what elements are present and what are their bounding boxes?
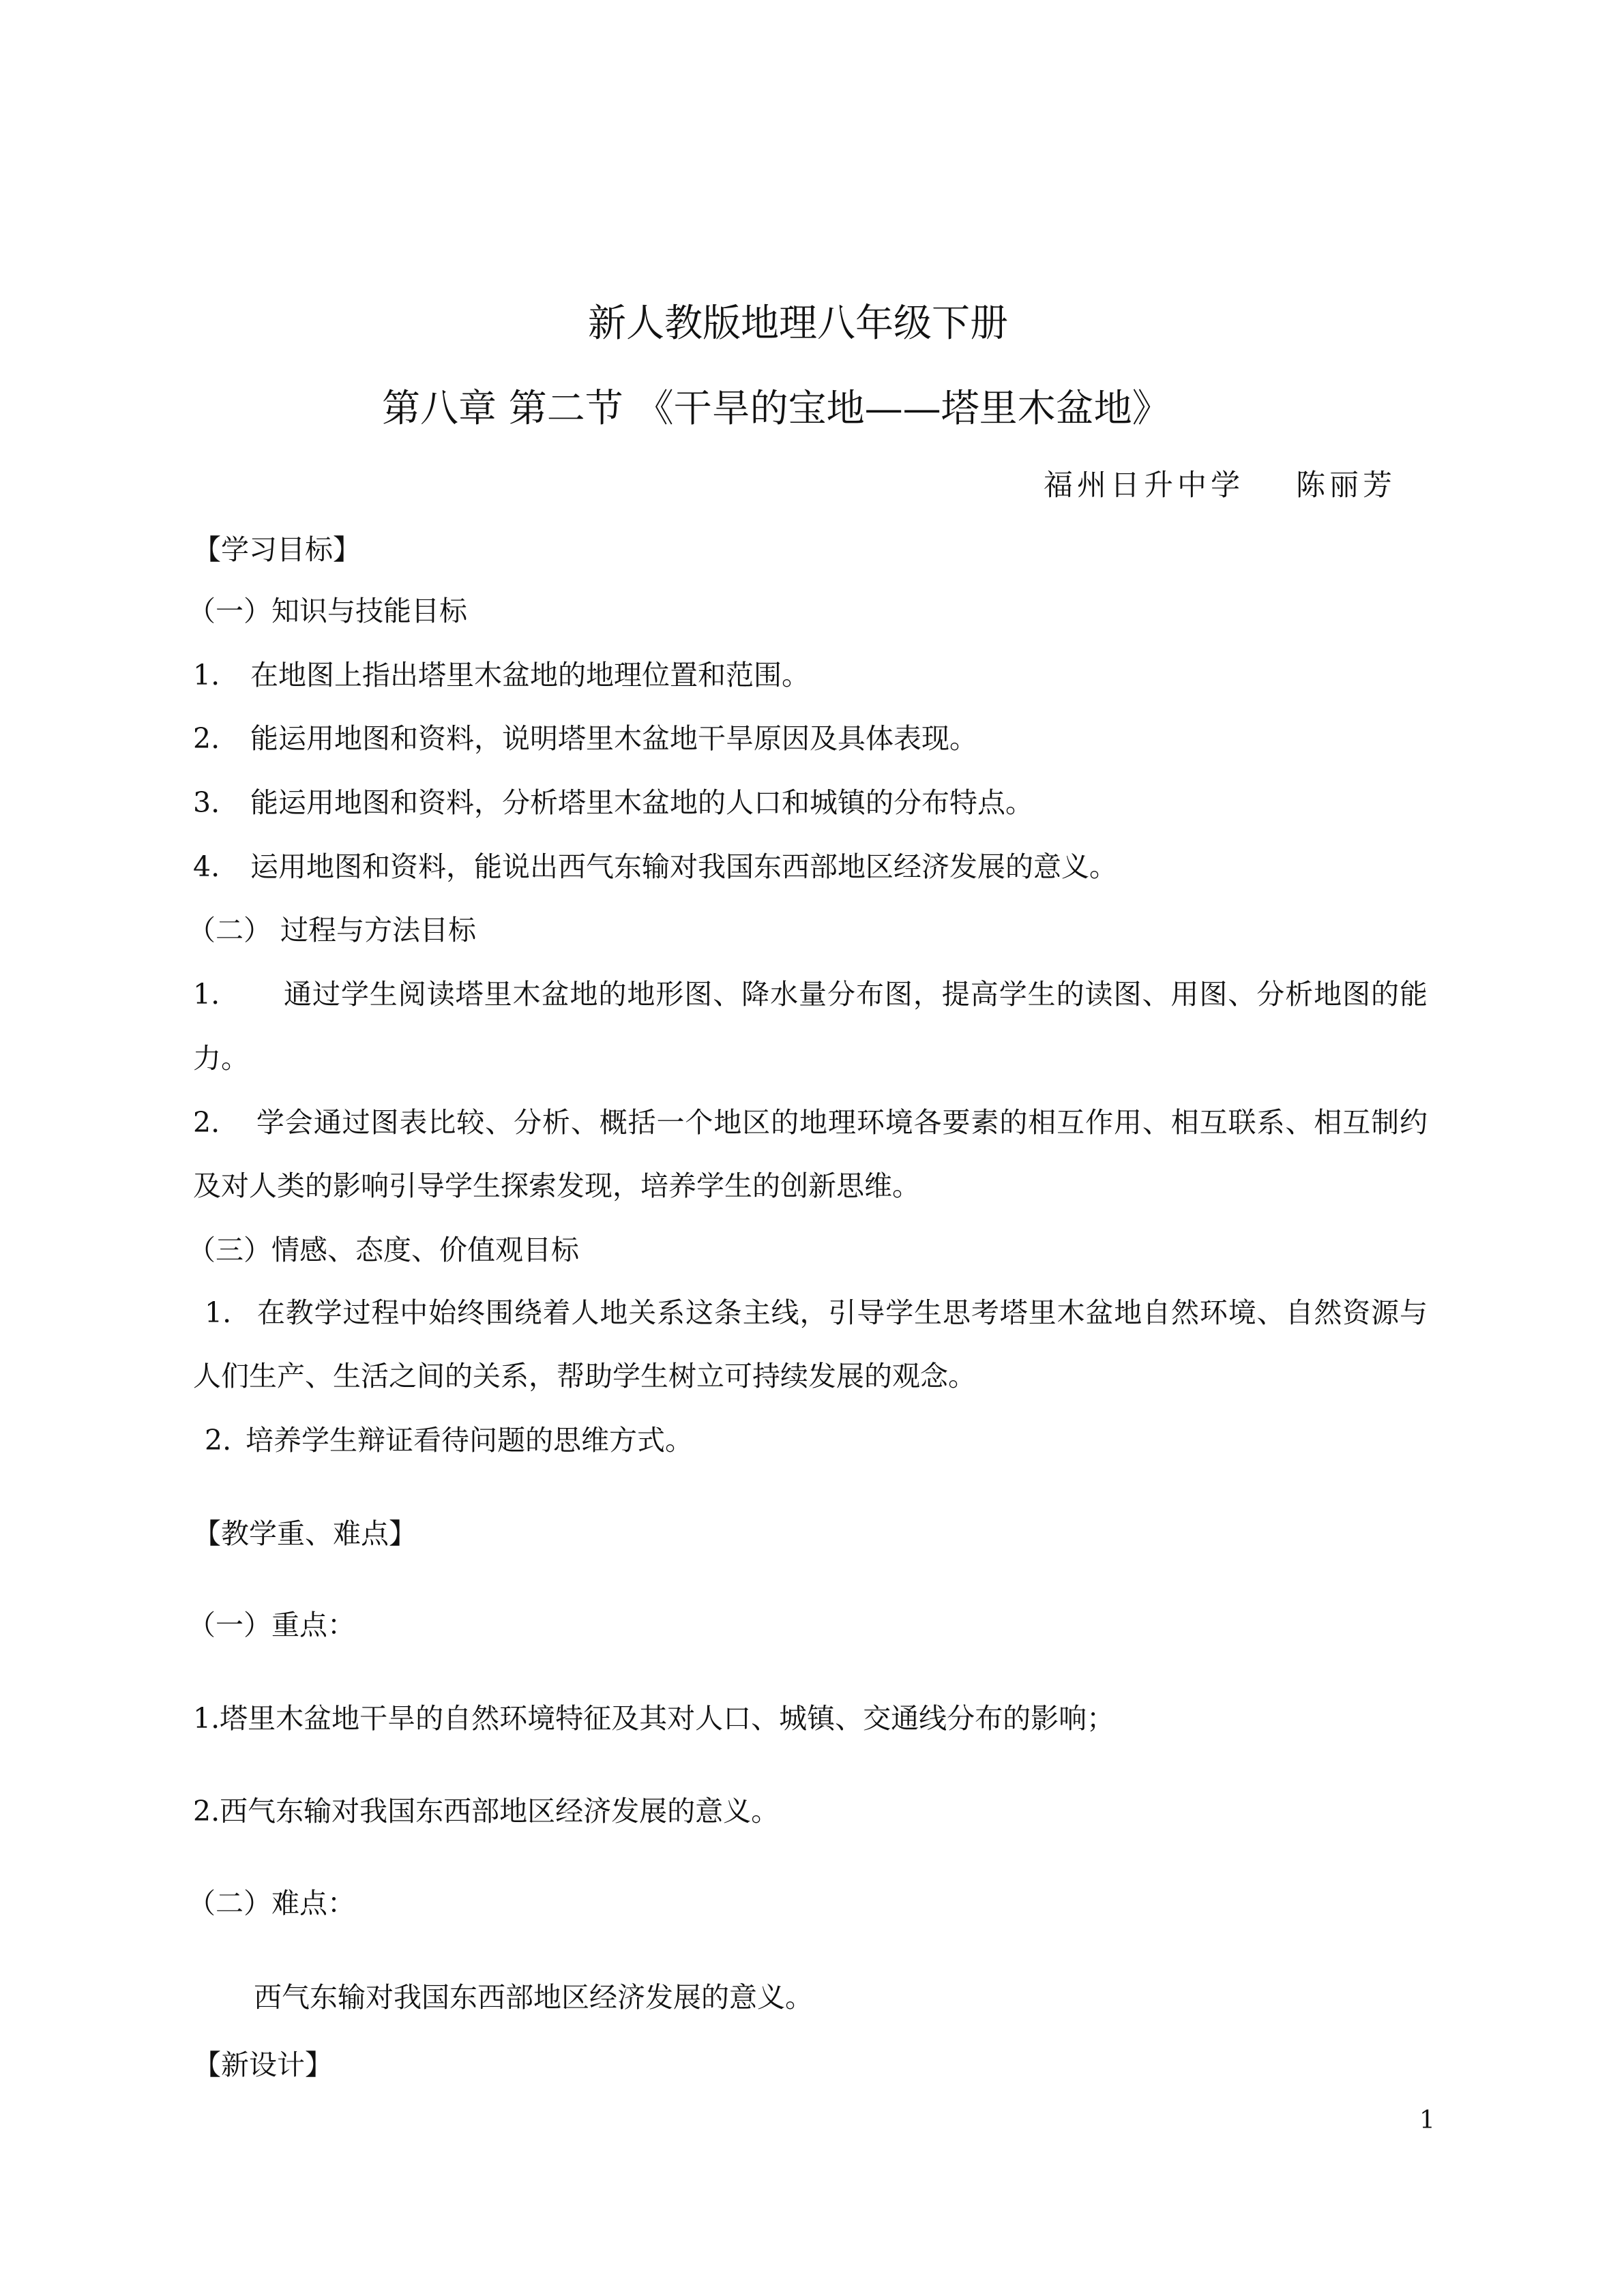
author-line [1044,466,1396,505]
process-item-continued: 及对人类的影响引导学生探索发现，培养学生的创新思维。 [193,1169,920,1202]
process-item-continued: 力。 [193,1042,249,1075]
author-school: 福州日升中学 [1044,468,1244,503]
page-number: 1 [1419,2106,1435,2134]
difficulty-item: 西气东输对我国东西部地区经济发展的意义。 [254,1981,813,2014]
document-title: 新人教版地理八年级下册 [588,301,1008,346]
author-name: 陈丽芳 [1296,468,1396,503]
emotion-heading: （三）情感、态度、价值观目标 [188,1234,579,1266]
knowledge-item: 4. 运用地图和资料，能说出西气东输对我国东西部地区经济发展的意义。 [193,850,1117,883]
emotion-item: 2. 培养学生辩证看待问题的思维方式。 [205,1424,693,1457]
key-item: 1.塔里木盆地干旱的自然环境特征及其对人口、城镇、交通线分布的影响； [193,1702,1115,1735]
objectives-heading: 【学习目标】 [193,533,361,566]
difficulty-heading: （二）难点： [188,1887,355,1920]
document-subtitle: 第八章 第二节 《干旱的宝地——塔里木盆地》 [382,387,1170,431]
design-heading: 【新设计】 [193,2048,333,2081]
key-item: 2.西气东输对我国东西部地区经济发展的意义。 [193,1795,780,1828]
process-item: 2. 学会通过图表比较、分析、概括一个地区的地理环境各要素的相互作用、相互联系、相互制约 [193,1106,1428,1139]
knowledge-heading: （一）知识与技能目标 [188,595,467,627]
process-item: 1. 通过学生阅读塔里木盆地的地形图、降水量分布图，提高学生的读图、用图、分析地图的能 [193,978,1428,1011]
key-heading: （一）重点： [188,1609,355,1641]
knowledge-item: 1. 在地图上指出塔里木盆地的地理位置和范围。 [193,659,810,691]
knowledge-item: 3. 能运用地图和资料，分析塔里木盆地的人口和城镇的分布特点。 [193,786,1033,819]
keypoints-heading: 【教学重、难点】 [193,1517,417,1550]
process-heading: （二） 过程与方法目标 [188,914,477,946]
emotion-item-continued: 人们生产、生活之间的关系，帮助学生树立可持续发展的观念。 [193,1360,976,1392]
emotion-item: 1. 在教学过程中始终围绕着人地关系这条主线，引导学生思考塔里木盆地自然环境、自然资源与 [205,1296,1428,1329]
knowledge-item: 2. 能运用地图和资料，说明塔里木盆地干旱原因及具体表现。 [193,722,977,755]
